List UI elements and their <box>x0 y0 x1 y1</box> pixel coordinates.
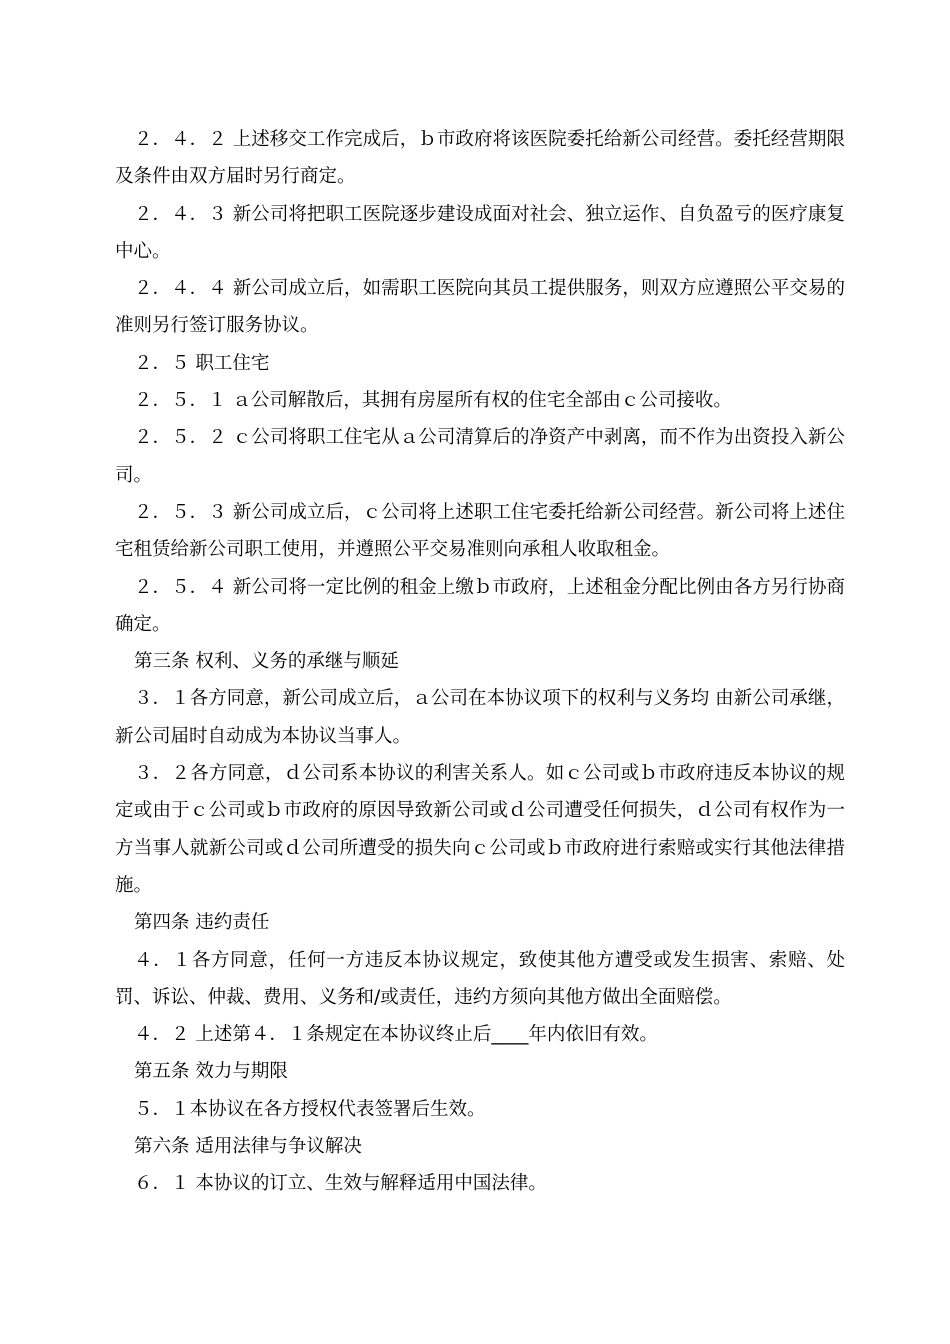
clause-2-5-3: ２．５．３ 新公司成立后，ｃ公司将上述职工住宅委托给新公司经营。新公司将上述住宅租赁给新公司职工使用，并遵照公平交易准则向承租人收取租金。 <box>115 501 845 561</box>
article-4-heading: 第四条 违约责任 <box>134 912 270 934</box>
article-6-heading: 第六条 适用法律与争议解决 <box>134 1136 362 1158</box>
article-3-heading: 第三条 权利、义务的承继与顺延 <box>134 651 399 673</box>
clause-2-5-1: ２．５．１ ａ公司解散后，其拥有房屋所有权的住宅全部由ｃ公司接收。 <box>134 390 732 412</box>
document-body <box>115 121 845 1203</box>
section-2-5-heading: ２．５ 职工住宅 <box>134 352 270 374</box>
clause-3-2: ３．２各方同意，ｄ公司系本协议的利害关系人。如ｃ公司或ｂ市政府违反本协议的规定或由于ｃ公司或ｂ市政府的原因导致新公司或ｄ公司遭受任何损失，ｄ公司有权作为一方当事人就新公司或ｄ公司所遭受的损失向ｃ公司或ｂ市政府进行索赔或实行其他法律措施。 <box>115 763 845 896</box>
clause-2-4-3: ２．４．３ 新公司将把职工医院逐步建设成面对社会、独立运作、自负盈亏的医疗康复中心。 <box>115 203 845 262</box>
clause-4-2: ４．２ 上述第４．１条规定在本协议终止后____年内依旧有效。 <box>134 1024 658 1046</box>
clause-4-1: ４．１各方同意，任何一方违反本协议规定，致使其他方遭受或发生损害、索赔、处罚、诉讼、仲裁、费用、义务和/或责任，违约方须向其他方做出全面赔偿。 <box>115 949 845 1008</box>
clause-3-1: ３．１各方同意，新公司成立后，ａ公司在本协议项下的权利与义务均 由新公司承继，新公司届时自动成为本协议当事人。 <box>115 688 845 747</box>
clause-5-1: ５．１本协议在各方授权代表签署后生效。 <box>134 1098 486 1120</box>
article-5-heading: 第五条 效力与期限 <box>134 1061 288 1083</box>
clause-6-1: ６．１ 本协议的订立、生效与解释适用中国法律。 <box>134 1173 547 1195</box>
clause-2-5-4: ２．５．４ 新公司将一定比例的租金上缴ｂ市政府，上述租金分配比例由各方另行协商确定。 <box>115 576 845 635</box>
clause-2-4-4: ２．４．４ 新公司成立后，如需职工医院向其员工提供服务，则双方应遵照公平交易的准则另行签订服务协议。 <box>115 278 845 337</box>
clause-2-5-2: ２．５．２ ｃ公司将职工住宅从ａ公司清算后的净资产中剥离，而不作为出资投入新公司。 <box>115 427 845 486</box>
clause-2-4-2: ２．４．２ 上述移交工作完成后，ｂ市政府将该医院委托给新公司经营。委托经营期限及条件由双方届时另行商定。 <box>115 129 845 188</box>
